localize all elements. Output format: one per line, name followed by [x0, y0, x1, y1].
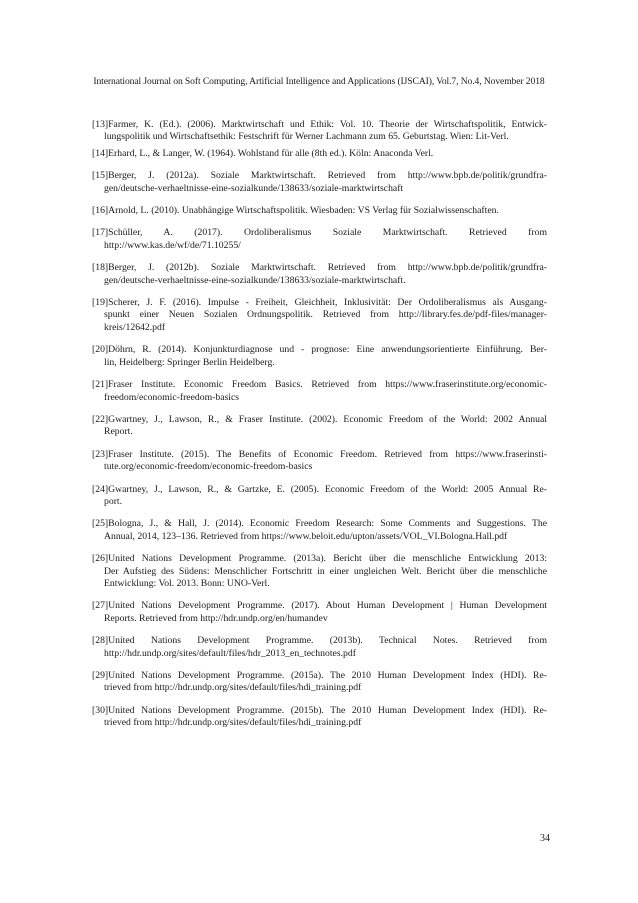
- reference-text-start: Arnold, L. (2010). Unabhängige Wirtschaftspolitik. Wiesbaden: VS Verlag für Sozialwissenschaften.: [108, 205, 499, 217]
- reference-first-line: [92, 262, 547, 274]
- reference-gap: [92, 217, 547, 227]
- reference-number: [29]: [92, 670, 109, 681]
- reference-text-start: Farmer, K. (Ed.). (2006). Marktwirtschaft und Ethik: Vol. 10. Theorie der Wirtschaftspolitik, Entwick-: [108, 119, 547, 130]
- reference-gap: [92, 474, 547, 484]
- reference-first-line: [92, 670, 547, 682]
- reference-gap: [92, 252, 547, 262]
- reference-text-start: Gwartney, J., Lawson, R., & Fraser Institute. (2002). Economic Freedom of the World: 2002 Annual: [108, 413, 547, 425]
- reference-item: [92, 205, 547, 217]
- reference-number: [15]: [92, 170, 109, 182]
- reference-text-continuation: spunkt einer Neuen Sozialen Ordnungspolitik. Retrieved from http://library.fes.de/pdf-files/manager-kreis/12642.pdf: [104, 309, 547, 333]
- reference-text-start: Erhard, L., & Langer, W. (1964). Wohlstand für alle (8th ed.). Köln: Anaconda Verl.: [108, 147, 434, 159]
- reference-text-start: Bologna, J., & Hall, J. (2014). Economic Freedom Research: Some Comments and Suggestions. The: [108, 518, 547, 530]
- reference-text-start: United Nations Development Programme. (2013a). Bericht über die menschliche Entwicklung 2013:: [108, 553, 547, 565]
- reference-number: [28]: [92, 635, 109, 647]
- reference-number: [18]: [92, 262, 109, 274]
- reference-text-start: Döhrn, R. (2014). Konjunkturdiagnose und - prognose: Eine anwendungsorientierte Einführung. Ber-: [108, 344, 547, 356]
- reference-text-continuation: port.: [104, 495, 123, 507]
- reference-number: [17]: [92, 227, 109, 239]
- reference-item: [92, 670, 547, 695]
- reference-number: [16]: [92, 205, 109, 217]
- reference-first-line: [92, 344, 547, 356]
- reference-text-start: Scherer, J. F. (2016). Impulse - Freiheit, Gleichheit, Inklusivität: Der Ordoliberalismus als Ausgang-: [108, 297, 547, 309]
- reference-number: [19]: [92, 297, 109, 309]
- reference-text-start: Fraser Institute. Economic Freedom Basics. Retrieved from https://www.fraserinstitute.org/economic-: [108, 379, 547, 391]
- reference-text-start: United Nations Development Programme. (2015a). The 2010 Human Development Index (HDI). Re-: [108, 670, 547, 681]
- reference-text-start: United Nations Development Programme. (2015b). The 2010 Human Development Index (HDI). Re-: [108, 704, 547, 716]
- reference-item: [92, 518, 547, 543]
- reference-first-line: [92, 170, 547, 182]
- reference-text-start: Gwartney, J., Lawson, R., & Gartzke, E. (2005). Economic Freedom of the World: 2005 Annual Re-: [108, 483, 547, 495]
- reference-gap: [92, 404, 547, 414]
- reference-text-continuation: freedom/economic-freedom-basics: [104, 391, 240, 403]
- reference-text-continuation: http://www.kas.de/wf/de/71.10255/: [104, 239, 241, 251]
- reference-text-continuation: lungspolitik und Wirtschaftsethik: Festschrift für Werner Lachmann zum 65. Geburtstag. Wien: Lit-Verl.: [104, 131, 509, 143]
- reference-first-line: [92, 635, 547, 647]
- reference-item: [92, 553, 547, 590]
- reference-number: [22]: [92, 413, 109, 425]
- reference-text-start: Fraser Institute. (2015). The Benefits of Economic Freedom. Retrieved from https://www.fraserinsti-: [108, 448, 547, 460]
- reference-number: [24]: [92, 483, 109, 495]
- reference-first-line: [92, 414, 547, 426]
- reference-text-continuation: lin, Heidelberg: Springer Berlin Heidelberg.: [104, 356, 275, 368]
- reference-first-line: [92, 449, 547, 461]
- reference-item: [92, 379, 547, 404]
- page-number: 34: [540, 833, 550, 844]
- reference-text-start: United Nations Development Programme. (2017). About Human Development | Human Development: [108, 600, 547, 612]
- reference-gap: [92, 287, 547, 297]
- reference-text-continuation: gen/deutsche-verhaeltnisse-eine-sozialkunde/138633/soziale-marktwirtschaft.: [104, 274, 406, 286]
- reference-item: [92, 635, 547, 660]
- reference-first-line: [92, 553, 547, 565]
- reference-number: [14]: [92, 147, 109, 159]
- reference-first-line: [92, 600, 547, 612]
- reference-number: [26]: [92, 553, 109, 565]
- reference-first-line: [92, 379, 547, 391]
- reference-gap: [92, 590, 547, 600]
- reference-item: [92, 148, 547, 160]
- reference-item: [92, 414, 547, 439]
- reference-gap: [92, 195, 547, 205]
- running-header: International Journal on Soft Computing, Artificial Intelligence and Applications (IJSCAI), Vol.7, No.4, November 2018: [93, 76, 545, 87]
- reference-number: [13]: [92, 119, 109, 130]
- reference-first-line: [92, 518, 547, 530]
- reference-text-start: United Nations Development Programme. (2013b). Technical Notes. Retrieved from: [108, 635, 547, 647]
- reference-item: [92, 344, 547, 369]
- reference-first-line: [92, 119, 547, 131]
- reference-gap: [92, 625, 547, 635]
- reference-text-start: Schüller, A. (2017). Ordoliberalismus Soziale Marktwirtschaft. Retrieved from: [108, 227, 547, 239]
- reference-text-continuation: Report.: [104, 426, 133, 438]
- reference-text-continuation: gen/deutsche-verhaeltnisse-eine-sozialkunde/138633/soziale-marktwirtschaft: [104, 182, 404, 194]
- reference-first-line: [92, 705, 547, 717]
- reference-item: [92, 705, 547, 730]
- reference-first-line: [92, 227, 547, 239]
- reference-gap: [92, 660, 547, 670]
- reference-gap: [92, 508, 547, 518]
- reference-item: [92, 449, 547, 474]
- reference-item: [92, 262, 547, 287]
- reference-number: [27]: [92, 600, 109, 612]
- reference-item: [92, 484, 547, 509]
- reference-text-continuation: Reports. Retrieved from http://hdr.undp.org/en/humandev: [104, 612, 328, 624]
- reference-number: [21]: [92, 379, 109, 391]
- reference-item: [92, 297, 547, 334]
- reference-item: [92, 119, 547, 144]
- reference-item: [92, 170, 547, 195]
- reference-gap: [92, 334, 547, 344]
- reference-first-line: [92, 297, 547, 309]
- reference-number: [30]: [92, 704, 109, 716]
- reference-item: [92, 600, 547, 625]
- reference-text-continuation: Annual, 2014, 123–136. Retrieved from https://www.beloit.edu/upton/assets/VOL_VI.Bologna.Hall.pdf: [104, 530, 508, 542]
- reference-gap: [92, 439, 547, 449]
- reference-first-line: [92, 205, 547, 217]
- reference-gap: [92, 369, 547, 379]
- reference-first-line: [92, 148, 547, 160]
- reference-text-continuation: trieved from http://hdr.undp.org/sites/default/files/hdi_training.pdf: [104, 682, 362, 694]
- reference-text-start: Berger, J. (2012a). Soziale Marktwirtschaft. Retrieved from http://www.bpb.de/politik/grundfra-: [108, 170, 547, 182]
- reference-item: [92, 227, 547, 252]
- reference-text-continuation: trieved from http://hdr.undp.org/sites/default/files/hdi_training.pdf: [104, 717, 362, 729]
- reference-text-start: Berger, J. (2012b). Soziale Marktwirtschaft. Retrieved from http://www.bpb.de/politik/grundfra-: [108, 262, 547, 274]
- reference-gap: [92, 160, 547, 170]
- reference-number: [23]: [92, 448, 109, 460]
- reference-gap: [92, 543, 547, 553]
- reference-list: [92, 119, 547, 730]
- reference-number: [20]: [92, 344, 109, 356]
- reference-number: [25]: [92, 518, 109, 530]
- reference-text-continuation: http://hdr.undp.org/sites/default/files/hdr_2013_en_technotes.pdf: [104, 647, 356, 659]
- reference-first-line: [92, 484, 547, 496]
- reference-gap: [92, 695, 547, 705]
- reference-text-continuation: Der Aufstieg des Südens: Menschlicher Fortschritt in einer ungleichen Welt. Bericht über die menschliche Entwicklung: Vol. 2013. Bonn: UNO-Verl.: [104, 565, 547, 589]
- reference-text-continuation: tute.org/economic-freedom/economic-freedom-basics: [104, 461, 313, 473]
